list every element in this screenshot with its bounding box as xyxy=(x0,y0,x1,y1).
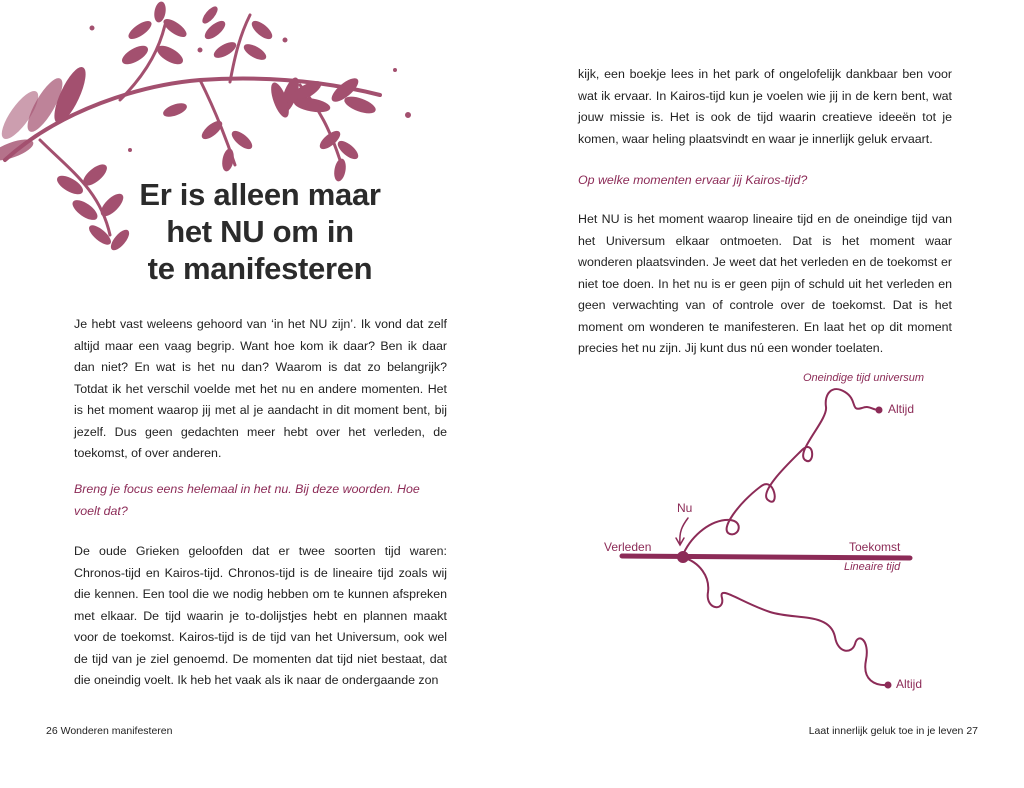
linear-time-line xyxy=(622,556,910,558)
heading-line: Er is alleen maar xyxy=(139,177,381,212)
label-always-top: Altijd xyxy=(888,402,915,416)
endpoint-dot-top xyxy=(876,407,883,414)
now-point xyxy=(677,551,689,563)
reflection-question: Breng je focus eens helemaal in het nu. Bij deze woorden. Hoe voelt dat? xyxy=(74,482,420,518)
reflection-question: Op welke momenten ervaar jij Kairos-tijd? xyxy=(578,173,808,187)
page-footer: 26 Wonderen manifesteren xyxy=(46,725,173,737)
infinite-time-curve-upper xyxy=(682,389,879,557)
page-footer: Laat innerlijk geluk toe in je leven 27 xyxy=(808,725,978,737)
heading-line: te manifesteren xyxy=(147,251,373,286)
label-past: Verleden xyxy=(604,540,652,554)
body-paragraph: De oude Grieken geloofden dat er twee soorten tijd waren: Chronos-tijd en Kairos-tijd. Chronos-tijd is de lineaire tijd zoals wij die kennen. Een tool die we nodig hebben om te kunnen afspreken met elkaar. De tijd waarin je to-dolijstjes hebt en plannen maakt voor de toekomst. Kairos-tijd is de tijd van het Universum, ook wel de tijd van je ziel genoemd. De momenten dat tijd niet bestaat, dat die oneindig voelt. Ik heb het vaak als ik naar de ondergaande zon xyxy=(74,544,447,687)
body-paragraph: kijk, een boekje lees in het park of ongelofelijk dankbaar ben voor wat ik ervaar. In Kairos-tijd kun je voelen wie jij in de kern bent, wat jouw missie is. Het is ook de tijd waarin creatieve ideeën tot je komen, waar heling plaatsvindt en waar je innerlijk geluk ervaart. xyxy=(578,67,952,146)
page-heading xyxy=(120,176,400,287)
label-future: Toekomst xyxy=(849,540,901,554)
label-linear-time: Lineaire tijd xyxy=(844,561,901,573)
now-arrow xyxy=(680,518,688,544)
label-always-bottom: Altijd xyxy=(896,677,923,691)
time-diagram xyxy=(590,362,950,702)
infinite-time-curve-lower xyxy=(682,557,888,685)
label-infinite-time: Oneindige tijd universum xyxy=(803,372,925,384)
body-paragraph: Je hebt vast weleens gehoord van ‘in het NU zijn’. Ik vond dat zelf altijd maar een vaag begrip. Want hoe kom ik daar? Ben ik daar dan niet? En wat is het nu dan? Waarom is dat zo belangrijk? Totdat ik het verschil voelde met het nu en andere momenten. Het is het moment waarop jij met al je aandacht in dit moment bent, bij jezelf. Dus geen gedachten meer hebt over het verleden, de toekomst, of over anderen. xyxy=(74,317,447,460)
label-now: Nu xyxy=(677,501,693,515)
heading-line: het NU om in xyxy=(166,214,354,249)
endpoint-dot-bottom xyxy=(885,682,892,689)
body-paragraph: Het NU is het moment waarop lineaire tijd en de oneindige tijd van het Universum elkaar ontmoeten. Dat is het moment waar wonderen plaatsvinden. Je weet dat het verleden en de toekomst er niet toe doen. In het nu is er geen pijn of schuld uit het verleden en geen verwachting van of controle over de toekomst. Dat is het moment om wonderen te manifesteren. En laat het op dit moment precies het nu zijn. Jij kunt dus nú een wonder toelaten. xyxy=(578,212,952,355)
